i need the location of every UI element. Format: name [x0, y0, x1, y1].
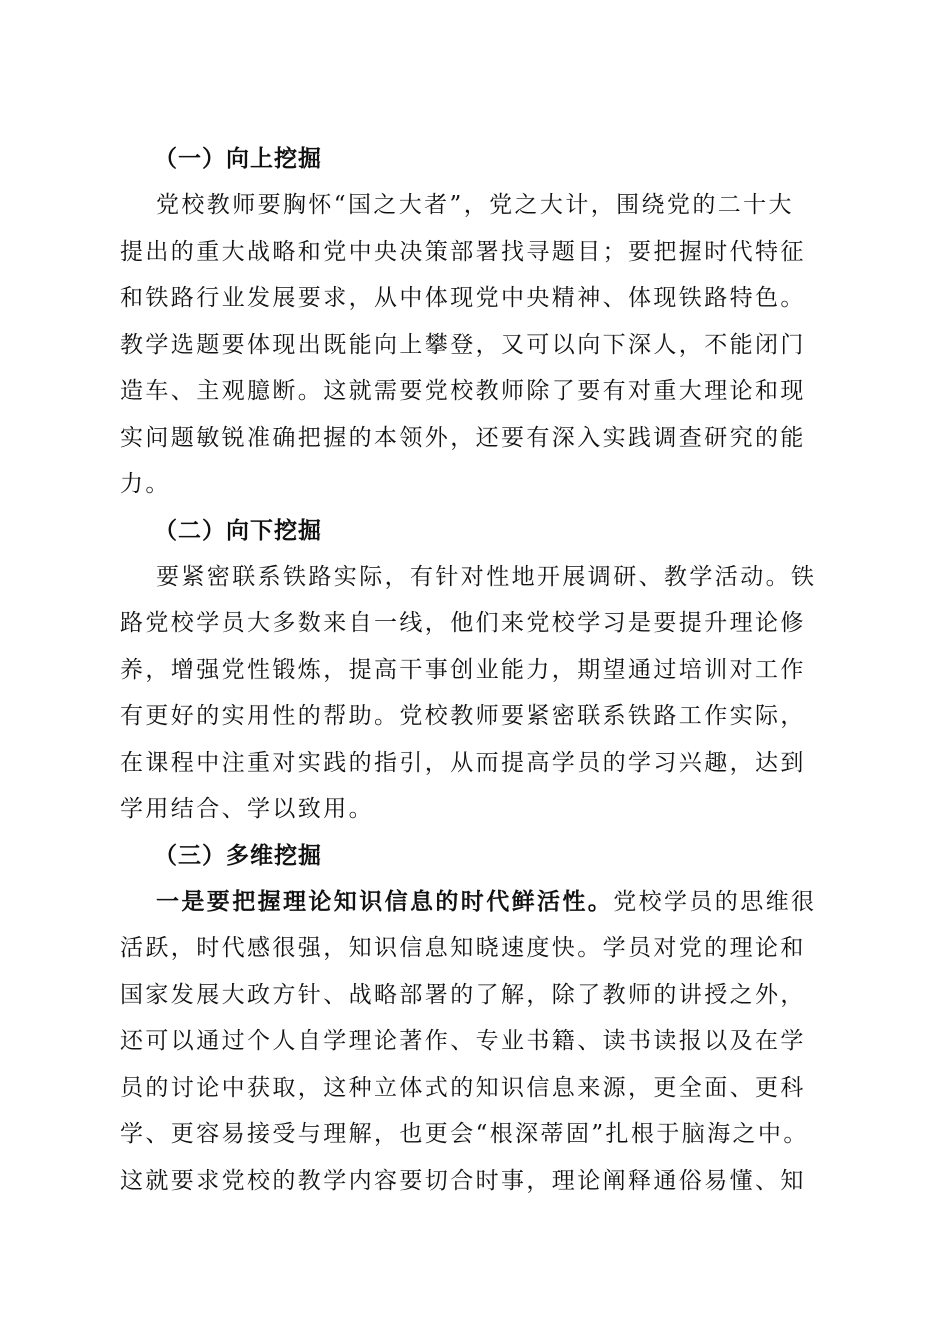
paragraph-line: 活跃，时代感很强，知识信息知晓速度快。学员对党的理论和	[120, 935, 806, 961]
document-body	[120, 136, 830, 1204]
section-paragraph-2	[120, 554, 830, 833]
paragraph-line: 学、更容易接受与理解，也更会“根深蒂固”扎根于脑海之中。	[120, 1121, 809, 1147]
section-heading-1: （一）向上挖掘	[154, 145, 322, 172]
paragraph-line: 教学选题要体现出既能向上攀登，又可以向下深人，不能闭门	[120, 331, 806, 358]
paragraph-line: 要紧密联系铁路实际，有针对性地开展调研、教学活动。铁	[156, 563, 817, 590]
paragraph-line: 学用结合、学以致用。	[120, 796, 374, 822]
section-paragraph-1	[120, 182, 830, 508]
paragraph-line: 提出的重大战略和党中央决策部署找寻题目；要把握时代特征	[120, 238, 806, 265]
section-paragraph-3	[120, 879, 830, 1205]
paragraph-line: 员的讨论中获取，这种立体式的知识信息来源，更全面、更科	[120, 1074, 806, 1101]
paragraph-line: 实问题敏锐准确把握的本领外，还要有深入实践调查研究的能	[120, 424, 806, 451]
paragraph-lead-line	[120, 879, 830, 926]
paragraph-line: 和铁路行业发展要求，从中体现党中央精神、体现铁路特色。	[120, 285, 806, 311]
lead-rest-text: 党校学员的思维很	[613, 888, 817, 915]
paragraph-line: 造车、主观臆断。这就需要党校教师除了要有对重大理论和现	[120, 378, 806, 404]
section-heading-2: （二）向下挖掘	[154, 516, 322, 544]
paragraph-line: 还可以通过个人自学理论著作、专业书籍、读书读报以及在学	[120, 1028, 806, 1054]
paragraph-line: 这就要求党校的教学内容要切合时事，理论阐释通俗易懂、知	[120, 1167, 806, 1194]
paragraph-line: 党校教师要胸怀“国之大者”，党之大计，围绕党的二十大	[156, 192, 794, 218]
paragraph-line: 路党校学员大多数来自一线，他们来党校学习是要提升理论修	[120, 610, 806, 636]
paragraph-line: 有更好的实用性的帮助。党校教师要紧密联系铁路工作实际，	[120, 703, 806, 729]
paragraph-line: 力。	[120, 471, 171, 497]
paragraph-line: 养，增强党性锻炼，提高干事创业能力，期望通过培训对工作	[120, 656, 806, 683]
paragraph-line: 在课程中注重对实践的指引，从而提高学员的学习兴趣，达到	[120, 749, 806, 776]
section-heading-3: （三）多维挖掘	[154, 841, 322, 869]
lead-bold-text: 一是要把握理论知识信息的时代鲜活性。	[156, 887, 614, 915]
paragraph-line: 国家发展大政方针、战略部署的了解，除了教师的讲授之外，	[120, 981, 806, 1008]
